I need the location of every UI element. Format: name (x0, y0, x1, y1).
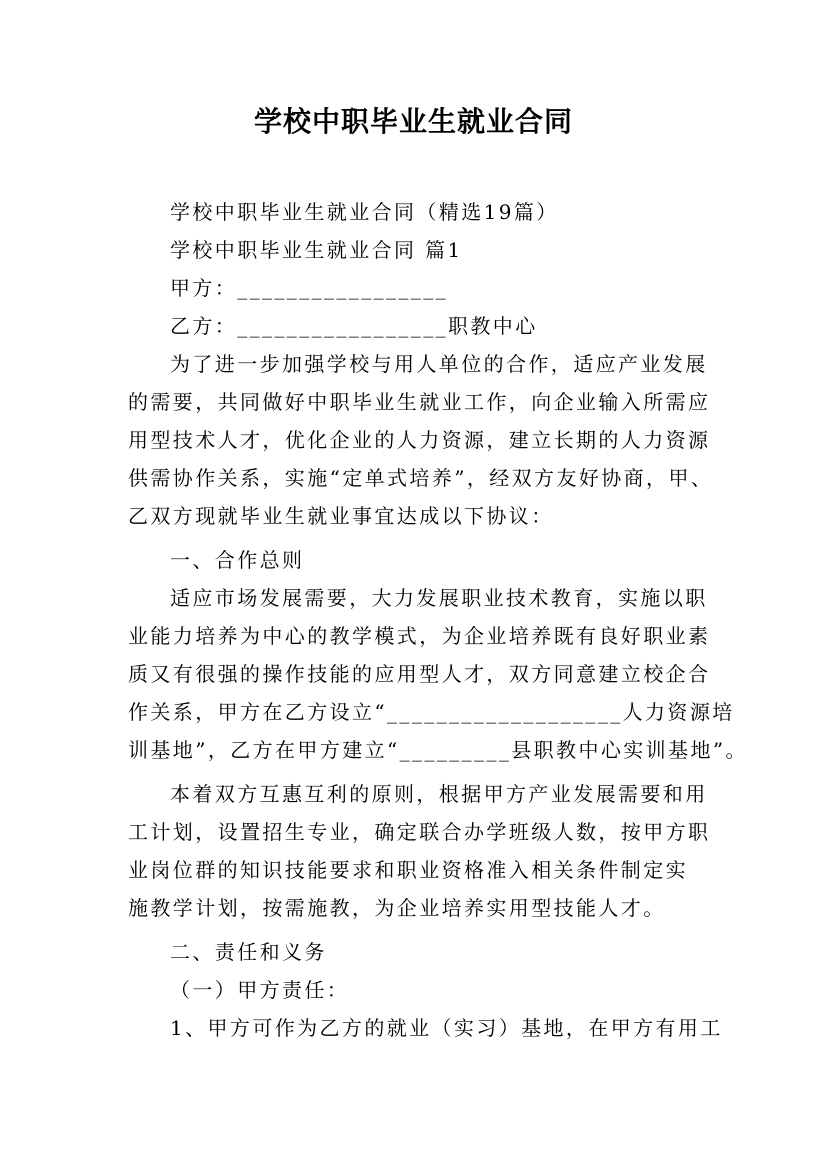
paragraph-line: 施教学计划，按需施教，为企业培养实用型技能人才。 (128, 896, 666, 920)
paragraph-line: 适应市场发展需要，大力发展职业技术教育，实施以职 (170, 586, 708, 610)
section-heading: 学校中职毕业生就业合同 篇1 (170, 238, 463, 262)
paragraph-line: 工计划，设置招生专业，确定联合办学班级人数，按甲方职 (128, 820, 711, 844)
paragraph-line: 为了进一步加强学校与用人单位的合作，适应产业发展 (170, 352, 708, 376)
subsection-heading: （一）甲方责任： (170, 978, 350, 1002)
paragraph-line: 业能力培养为中心的教学模式，为企业培养既有良好职业素 (128, 624, 711, 648)
section-heading: 一、合作总则 (170, 548, 305, 572)
document-title: 学校中职毕业生就业合同 (253, 105, 573, 138)
paragraph-line: 训基地”，乙方在甲方建立“_________县职教中心实训基地”。 (128, 738, 748, 762)
paragraph-line: 本着双方互惠互利的原则，根据甲方产业发展需要和用 (170, 782, 708, 806)
section-heading: 二、责任和义务 (170, 940, 327, 964)
party-a-line: 甲方：_________________ (170, 276, 448, 300)
subtitle-line: 学校中职毕业生就业合同（精选19篇） (170, 200, 559, 224)
paragraph-line: 1、甲方可作为乙方的就业（实习）基地，在甲方有用工 (170, 1016, 723, 1040)
paragraph-line: 作关系，甲方在乙方设立“___________________人力资源培 (128, 700, 735, 724)
paragraph-line: 的需要，共同做好中职毕业生就业工作，向企业输入所需应 (128, 390, 711, 414)
paragraph-line: 用型技术人才，优化企业的人力资源，建立长期的人力资源 (128, 428, 711, 452)
paragraph-line: 乙双方现就毕业生就业事宜达成以下协议： (128, 504, 554, 528)
paragraph-line: 业岗位群的知识技能要求和职业资格准入相关条件制定实 (128, 858, 688, 882)
party-b-line: 乙方：_________________职教中心 (170, 314, 538, 338)
paragraph-line: 供需协作关系，实施“定单式培养”，经双方友好协商，甲、 (128, 466, 714, 490)
paragraph-line: 质又有很强的操作技能的应用型人才，双方同意建立校企合 (128, 662, 711, 686)
